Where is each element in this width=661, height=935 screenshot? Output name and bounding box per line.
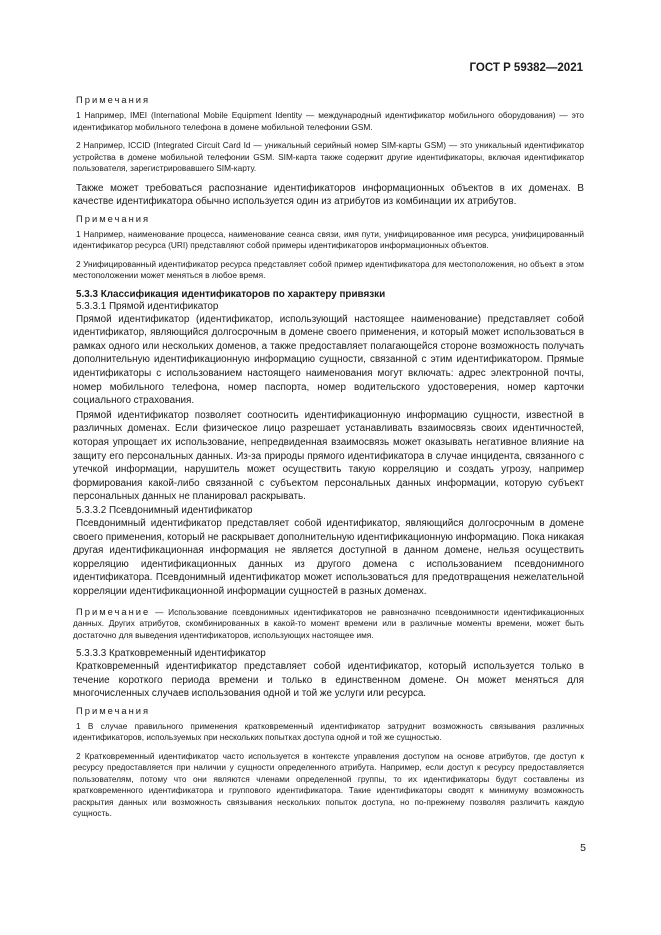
subsection-title: 5.3.3.2 Псевдонимный идентификатор (76, 505, 253, 516)
paragraph: Кратковременный идентификатор представляет собой идентификатор, который используется только в течение короткого периода времени и только в единственном домене. Он может меняться для многочисленных случаев использования одной и той же услуги или ресурса. (73, 661, 584, 700)
note-item: 2 Например, ICCID (Integrated Circuit Card Id — уникальный серийный номер SIM-карты GSM) — это уникальный идентификатор устройства в домене мобильной телефонии GSM. SIM-карта также содержит другие идентификаторы, включая идентификатор пользователя, зарегистрировавшего SIM-карту. (73, 140, 584, 173)
inline-note-text: — Использование псевдонимных идентификаторов не равнозначно псевдонимности идентификационных данных. Других атрибутов, скомбинированных в какой-то момент времени или в различные моменты времени, может быть достаточно для выведения идентификаторов, использующих настоящее имя. (73, 606, 584, 640)
notes-label: Примечания (76, 704, 151, 716)
subsection-title: 5.3.3.3 Кратковременный идентификатор (76, 648, 266, 660)
note-item: 1 Например, IMEI (International Mobile Equipment Identity — международный идентификатор мобильного оборудования) — это идентификатор мобильного телефона в домене мобильной телефонии GSM. (73, 110, 584, 132)
note-item: 1 В случае правильного применения кратковременный идентификатор затруднит возможность связывания различных идентификаторов, используемых при нескольких попытках доступа одной и той же сущностью. (73, 720, 584, 743)
page-content (73, 90, 584, 827)
section-heading: 5.3.3 Классификация идентификаторов по характеру привязки (76, 288, 386, 300)
paragraph: Псевдонимный идентификатор представляет собой идентификатор, являющийся долгосрочным в домене своего применения, который не раскрывает дополнительную идентификационную информацию. Пока никакая другая идентификационная информация не является доступной в данном домене, нельзя осуществить корреляцию идентификационных данных из другого домена с использованием псевдонимного идентификатора. Псевдонимный идентификатор может использоваться для предотвращения нежелательной корреляции идентификационной информации сущностей в разных доменах. (73, 518, 584, 597)
note-item: 2 Кратковременный идентификатор часто используется в контексте управления доступом на основе атрибутов, где доступ к ресурсу предоставляется при наличии у сущности определенного атрибута. Например, если доступ к ресурсу предоставляется пользователям, потому что они являются членами определенной группы, то их идентификаторы будут составлены из кратковременного идентификатора и группового идентификатора. Такие идентификаторы сводят к минимуму возможность раскрытия данных или возможность связывания нескольких попыток доступа, но по-прежнему позволяя различить каждую сущность. (73, 750, 584, 819)
inline-note-label: Примечание (76, 605, 151, 617)
page-number: 5 (580, 842, 586, 854)
paragraph: Также может требоваться распознание идентификаторов информационных объектов в их доменах. В качестве идентификатора обычно используется один из атрибутов из комбинации их атрибутов. (73, 182, 584, 208)
inline-note (73, 606, 584, 642)
notes-label: Примечания (76, 212, 151, 224)
note-item: 2 Унифицированный идентификатор ресурса представляет собой пример идентификатора для местоположения, но объект в этом местоположении может меняться в любое время. (73, 258, 584, 281)
note-item: 1 Например, наименование процесса, наименование сеанса связи, имя пути, унифицированное имя ресурса, унифицированный идентификатор ресурса (URI) представляют собой примеры идентификаторов информационных объектов. (73, 228, 584, 251)
notes-label: Примечания (76, 94, 151, 105)
subsection-title: 5.3.3.1 Прямой идентификатор (76, 300, 219, 312)
paragraph: Прямой идентификатор позволяет соотносить идентификационную информацию сущности, известной в различных доменах. Если физическое лицо разрешает устанавливать взаимосвязь своих идентичностей, которая упрощает их использование, непредвиденная взаимосвязь может оказывать негативное влияние на защиту его персональных данных. Из-за природы прямого идентификатора в случае инцидента, связанного с утечкой информации, нарушитель может осуществить такую корреляцию и создать угрозу, например формирования какой-либо связанной с субъектом персональных данных информации, которую субъект персональных данных не планировал раскрывать. (73, 409, 584, 503)
paragraph: Прямой идентификатор (идентификатор, использующий настоящее наименование) представляет собой идентификатор, являющийся долгосрочным в домене своего применения, и который может использоваться в рамках одного или нескольких доменов, а также предоставляет полагающейся стороне возможность получать дополнительную идентификационную информацию сущности, связанной с этим идентификатором. Прямые идентификаторы с использованием настоящего наименования могут включать: адрес электронной почты, номер мобильного телефона, номер паспорта, номер водительского удостоверения, номер карточки социального страхования. (73, 313, 584, 407)
standard-code: ГОСТ Р 59382—2021 (469, 62, 583, 74)
